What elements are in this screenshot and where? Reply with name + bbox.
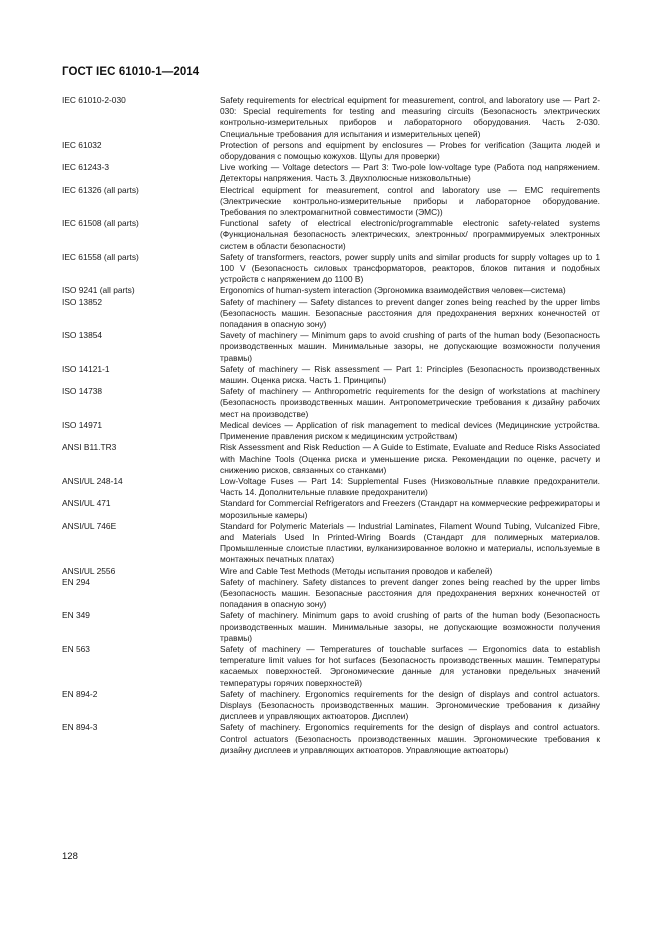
reference-code: ISO 14971	[62, 419, 103, 430]
reference-title: Safety of machinery. Ergonomics requirements for the design of displays and control actuators. Displays (Безопасность производственных машин. Эргономические требования к дизайну дисплеев и управляющих актюаторов. Дисплеи)	[220, 688, 600, 722]
reference-title: Wire and Cable Test Methods (Методы испытания проводов и кабелей)	[220, 565, 493, 576]
reference-code: EN 294	[62, 576, 90, 587]
reference-title: Risk Assessment and Risk Reduction — A Guide to Estimate, Evaluate and Reduce Risks Associated with Machine Tools (Оценка риска и уменьшение риска. Рекомендации по оценке, расчету и снижению рисков, связанных со станками)	[220, 442, 600, 475]
reference-code: IEC 61243-3	[62, 162, 110, 173]
reference-row	[62, 644, 600, 689]
reference-row	[62, 297, 600, 331]
reference-code: IEC 61032	[62, 139, 102, 150]
reference-title: Safety of machinery. Minimum gaps to avoid crushing of parts of the human body (Безопасность производственных машин. Минимальные зазоры, не допускающие возможности получения травмы)	[220, 610, 600, 643]
reference-title: Electrical equipment for measurement, control and laboratory use — EMC requirements (Электрические контрольно-измерительные приборы и лабораторное оборудование. Требования по электромагнитной совместимости (ЭМС))	[220, 184, 600, 218]
reference-title: Safety of machinery — Safety distances to prevent danger zones being reached by the upper limbs (Безопасность машин. Безопасные расстояния для предохранения верхних конечностей от попадания в опасную зону)	[220, 296, 600, 330]
reference-row	[62, 577, 600, 611]
reference-row	[62, 364, 600, 386]
reference-row	[62, 420, 600, 442]
reference-title: Ergonomics of human-system interaction (Эргономика взаимодействия человек—система)	[220, 285, 566, 296]
reference-row	[62, 185, 600, 219]
reference-code: EN 349	[62, 610, 90, 621]
reference-code: IEC 61558 (all parts)	[62, 251, 139, 262]
reference-code: ANSI/UL 746E	[62, 520, 117, 531]
reference-row	[62, 252, 600, 286]
reference-code: EN 894-3	[62, 722, 98, 733]
reference-title: Low-Voltage Fuses — Part 14: Supplemental Fuses (Низковольтные плавкие предохранители. Часть 14. Дополнительные плавкие предохранители)	[220, 475, 600, 498]
reference-title: Medical devices — Application of risk management to medical devices (Медицинские устройства. Применение правления риском к медицинским устройствам)	[220, 419, 600, 442]
reference-title: Safety of transformers, reactors, power supply units and similar products for supply voltages up to 1 100 V (Безопасность силовых трансформаторов, реакторов, блоков питания и подобных устройств с напряжением до 1100 В)	[220, 251, 600, 285]
page-header: ГОСТ IEC 61010-1—2014	[62, 66, 200, 78]
reference-row	[62, 689, 600, 723]
reference-row	[62, 330, 600, 364]
reference-row	[62, 498, 600, 520]
reference-row	[62, 162, 600, 184]
reference-row	[62, 285, 600, 296]
reference-code: ISO 14121-1	[62, 363, 110, 374]
reference-title: Savety of machinery — Minimum gaps to avoid crushing of parts of the human body (Безопасность производственных машин. Минимальные зазоры, не допускающие возможности получения травмы)	[220, 330, 600, 363]
reference-title: Safety of machinery. Safety distances to prevent danger zones being reached by the upper limbs (Безопасность машин. Безопасные расстояния для предохранения верхних конечностей от попадания в опасную зону)	[220, 576, 600, 610]
reference-list	[62, 95, 600, 756]
reference-code: ANSI/UL 248-14	[62, 475, 123, 486]
page-number: 128	[62, 851, 78, 862]
reference-title: Standard for Polymeric Materials — Industrial Laminates, Filament Wound Tubing, Vulcanized Fibre, and Materials Used In Printed-Wiring Boards (Стандарт для полимерных материалов. Промышленные слоистые пластики, вулканизированное волокно и материалы, используемые в монтажных печатных платах)	[220, 520, 600, 565]
reference-row	[62, 521, 600, 566]
reference-code: EN 894-2	[62, 688, 98, 699]
reference-row	[62, 566, 600, 577]
reference-title: Safety of machinery — Temperatures of touchable surfaces — Ergonomics data to establish temperature limit values for hot surfaces (Безопасность производственных машин. Температуры касаемых поверхностей. Эргономические данные для установки предельных значений температуры горячих поверхностей)	[220, 643, 600, 688]
reference-code: ANSI B11.TR3	[62, 442, 117, 453]
reference-row	[62, 218, 600, 252]
reference-row	[62, 95, 600, 140]
reference-title: Live working — Voltage detectors — Part 3: Two-pole low-voltage type (Работа под напряжением. Детекторы напряжения. Часть 3. Двухполюсные низковольтные)	[220, 162, 600, 184]
reference-title: Protection of persons and equipment by enclosures — Probes for verification (Защита людей и оборудования с помощью кожухов. Щупы для проверки)	[220, 139, 600, 162]
reference-row	[62, 140, 600, 162]
reference-title: Standard for Commercial Refrigerators and Freezers (Стандарт на коммерческие рефрежираторы и морозильные камеры)	[220, 498, 600, 520]
reference-row	[62, 386, 600, 420]
reference-code: IEC 61010-2-030	[62, 95, 126, 105]
reference-code: ISO 13852	[62, 296, 103, 307]
reference-title: Safety of machinery — Risk assessment — Part 1: Principles (Безопасность производственных машин. Оценка риска. Часть 1. Принципы)	[220, 363, 600, 386]
reference-code: ISO 9241 (all parts)	[62, 285, 135, 296]
reference-code: EN 563	[62, 643, 90, 654]
reference-row	[62, 610, 600, 644]
reference-row	[62, 442, 600, 476]
reference-title: Safety of machinery. Ergonomics requirements for the design of displays and control actuators. Control actuators (Безопасность производственных машин. Эргономические требования к дизайну дисплеев и управляющих актюаторов. Управляющие актюаторы)	[220, 722, 600, 755]
reference-title: Safety requirements for electrical equipment for measurement, control, and laboratory use — Part 2-030: Special requirements for testing and measuring circuits (Безопасность электрических контрольно-измерительных приборов и лабораторного оборудования. Часть 2-030. Специальные требования для испытания и измерительных цепей)	[220, 95, 600, 139]
reference-title: Functional safety of electrical electronic/programmable electronic safety-related systems (Функциональная безопасность электрических, электронных/ программируемых электронных систем в области безопасности)	[220, 218, 600, 251]
reference-code: ANSI/UL 471	[62, 498, 111, 509]
reference-row	[62, 722, 600, 756]
reference-code: IEC 61326 (all parts)	[62, 184, 139, 195]
reference-code: ISO 13854	[62, 330, 103, 341]
reference-title: Safety of machinery — Anthropometric requirements for the design of workstations at machinery (Безопасность производственных машин. Антропометрические требования к дизайну рабочих мест на производстве)	[220, 386, 600, 419]
reference-code: ANSI/UL 2556	[62, 565, 116, 576]
reference-row	[62, 476, 600, 498]
reference-code: IEC 61508 (all parts)	[62, 218, 139, 229]
reference-code: ISO 14738	[62, 386, 103, 397]
